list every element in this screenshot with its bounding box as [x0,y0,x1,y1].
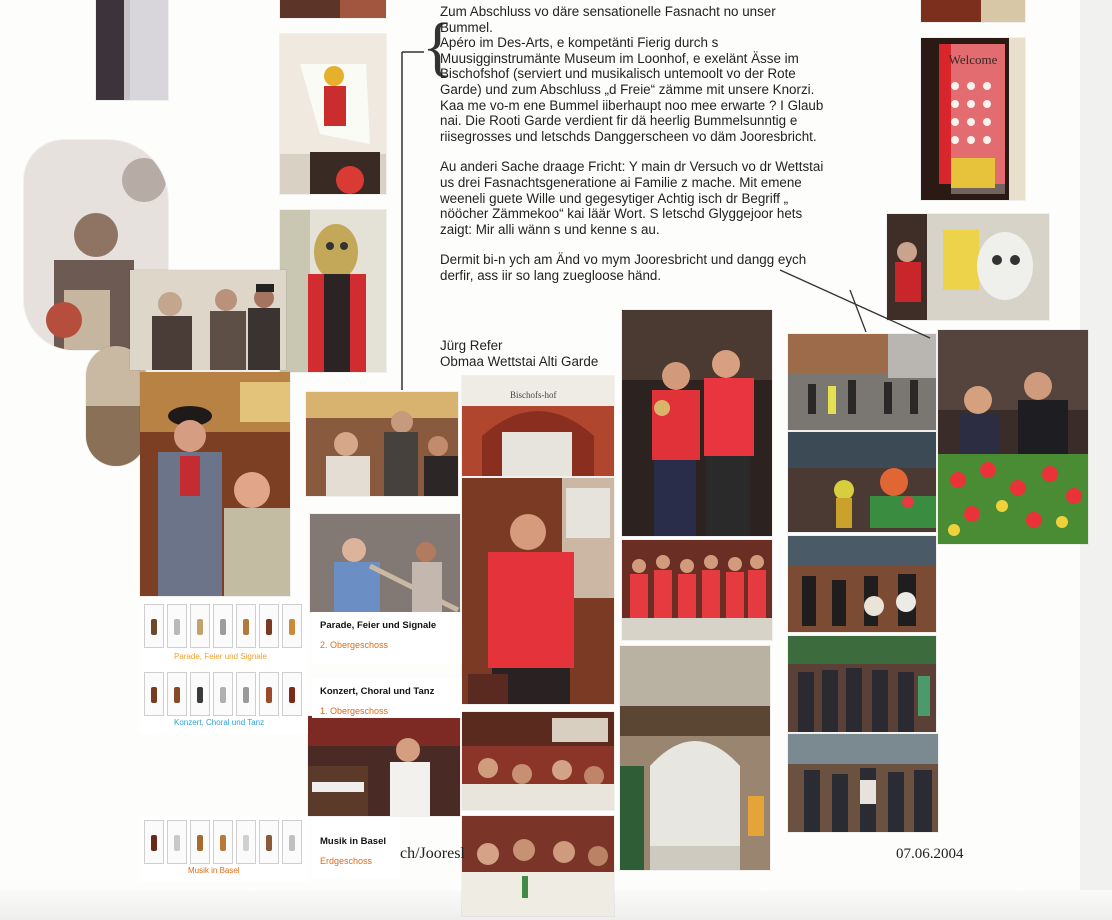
restaurant-sign-text: Bischofs-hof [510,390,557,400]
panel-title-middle: Konzert, Choral und Tanz [320,686,435,697]
strip-caption-top: Parade, Feier und Signale [174,652,267,661]
footer-file-path: ch/Jooresl [400,845,465,862]
panel-title-bottom: Musik in Basel [320,836,386,847]
footer-date: 07.06.2004 [896,846,964,862]
panel-title-top: Parade, Feier und Signale [320,620,437,631]
signature-title: Obmaa Wettstai Alti Garde [440,354,599,369]
strip-caption-middle: Konzert, Choral und Tanz [174,718,265,727]
panel-floor-bottom: Erdgeschoss [320,856,373,866]
banner-welcome-text: Welcome [948,52,998,67]
letter-paragraph-1: Zum Abschluss vo däre sensationelle Fasnacht no unser Bummel. Apéro im Des-Arts, e kompetänti Fierig durch s Muusigginstrumänte Museum im Loonhof, e exelänt Ässe im Bischofshof (serviert und musikalisch untemoolt vo der Rote Garde) und zum Abschluss „d Freie“ zämme mit unsere Knorzi. Kaa me vo-m ene Bummel iiberhaupt noo mee erwarte ? I Glaub nai. Die Rooti Garde verdient fir dä heerlig Bummelsunntig e riisegrosses und letschds Danggerscheen vo däm Jooresbricht. [440,4,824,144]
panel-floor-middle: 1. Obergeschoss [320,706,389,716]
connector-line-short [850,290,866,332]
letter-paragraph-2: Au anderi Sache draage Fricht: Y main dr Versuch vo dr Wettstai us drei Fasnachtsgeneratione ai Familie z mache. Mit emene weeneli guete Wille und gegesytiger Achtig isch dr Begriff „ nööcher Zämmekoo“ kai läär Wort. S letschd Glyggejoor hets zaigt: Mir alli wänn s und kenne s au. [440,159,824,237]
strip-caption-bottom: Musik in Basel [188,866,240,875]
letter-paragraph-3: Dermit bi-n ych am Änd vo mym Jooresbricht und dangg eych derfir, ass iir so lang zuegloose händ. [440,252,807,283]
panel-floor-top: 2. Obergeschoss [320,640,389,650]
brace-bracket: { [422,10,454,83]
signature-name: Jürg Refer [440,338,503,353]
